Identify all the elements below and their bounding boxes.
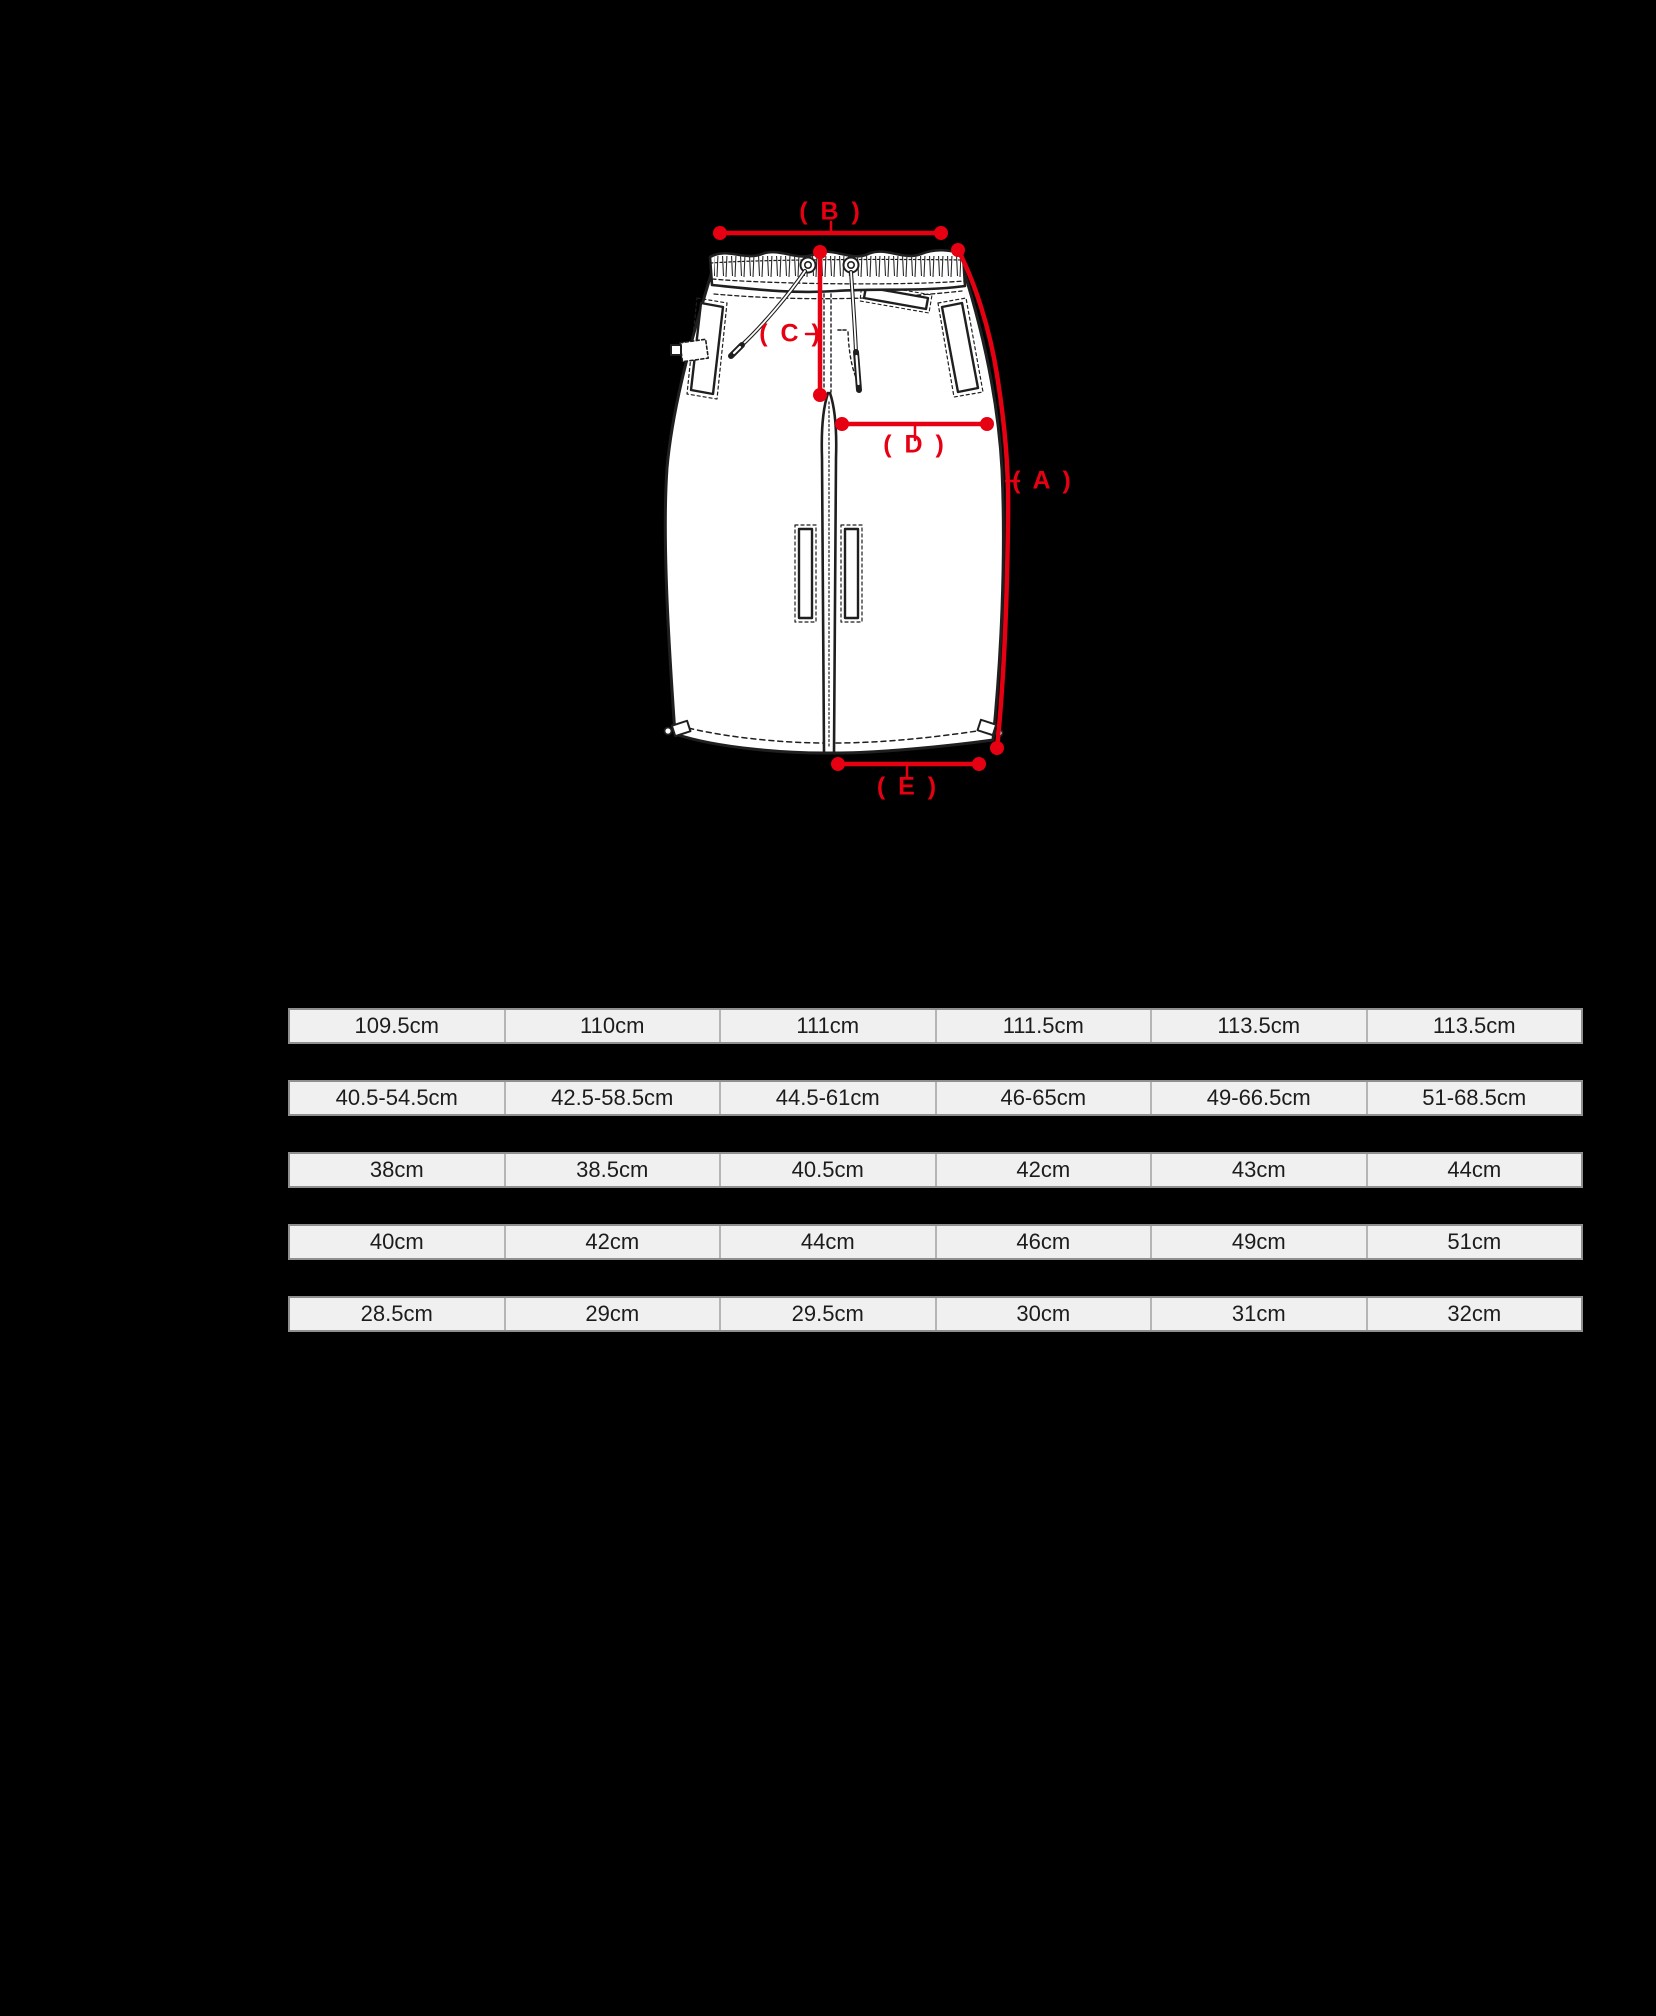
table-cell: 32cm [1366,1298,1582,1330]
table-cell: 44cm [719,1226,935,1258]
table-cell: 38.5cm [504,1154,720,1186]
table-cell: 110cm [504,1010,720,1042]
table-cell: 46-65cm [935,1082,1151,1114]
table-cell: 38cm [369,1157,424,1182]
table-cell: 42.5-58.5cm [504,1082,720,1114]
table-cell: 40cm [369,1229,424,1254]
table-cell: 49-66.5cm [1150,1082,1366,1114]
table-cell: 40.5-54.5cm [335,1085,458,1110]
table-cell: 46cm [935,1226,1151,1258]
table-row [288,1224,1583,1260]
skirt-line-art [665,250,1004,753]
table-cell: 30cm [935,1298,1151,1330]
measure-label-d: ( D ) [883,430,947,459]
table-cell: 31cm [1150,1298,1366,1330]
waistband [710,250,965,292]
table-cell: 42cm [935,1154,1151,1186]
table-cell: 51cm [1366,1226,1582,1258]
table-cell: 49cm [1150,1226,1366,1258]
table-row [288,1008,1583,1044]
table-cell: 28.5cm [360,1301,433,1326]
table-row [288,1296,1583,1332]
right-thigh-pocket [841,525,862,622]
table-cell: 111cm [719,1010,935,1042]
table-row [288,1080,1583,1116]
table-row [288,1152,1583,1188]
table-cell: 109.5cm [354,1013,439,1038]
table-cell: 44.5-61cm [719,1082,935,1114]
table-cell: 40.5cm [719,1154,935,1186]
left-thigh-pocket [795,525,816,622]
size-table [288,1008,1583,1368]
measure-label-a: ( A ) [1012,466,1074,495]
table-cell: 111.5cm [935,1010,1151,1042]
measure-label-c: ( C ) [759,319,823,348]
table-cell: 43cm [1150,1154,1366,1186]
table-cell: 29.5cm [719,1298,935,1330]
table-cell: 44cm [1366,1154,1582,1186]
side-tab [671,339,708,361]
measure-label-b: ( B ) [799,197,863,226]
table-cell: 29cm [504,1298,720,1330]
table-cell: 51-68.5cm [1366,1082,1582,1114]
table-cell: 113.5cm [1366,1010,1582,1042]
measure-label-e: ( E ) [876,772,940,801]
table-cell: 42cm [504,1226,720,1258]
table-cell: 113.5cm [1150,1010,1366,1042]
